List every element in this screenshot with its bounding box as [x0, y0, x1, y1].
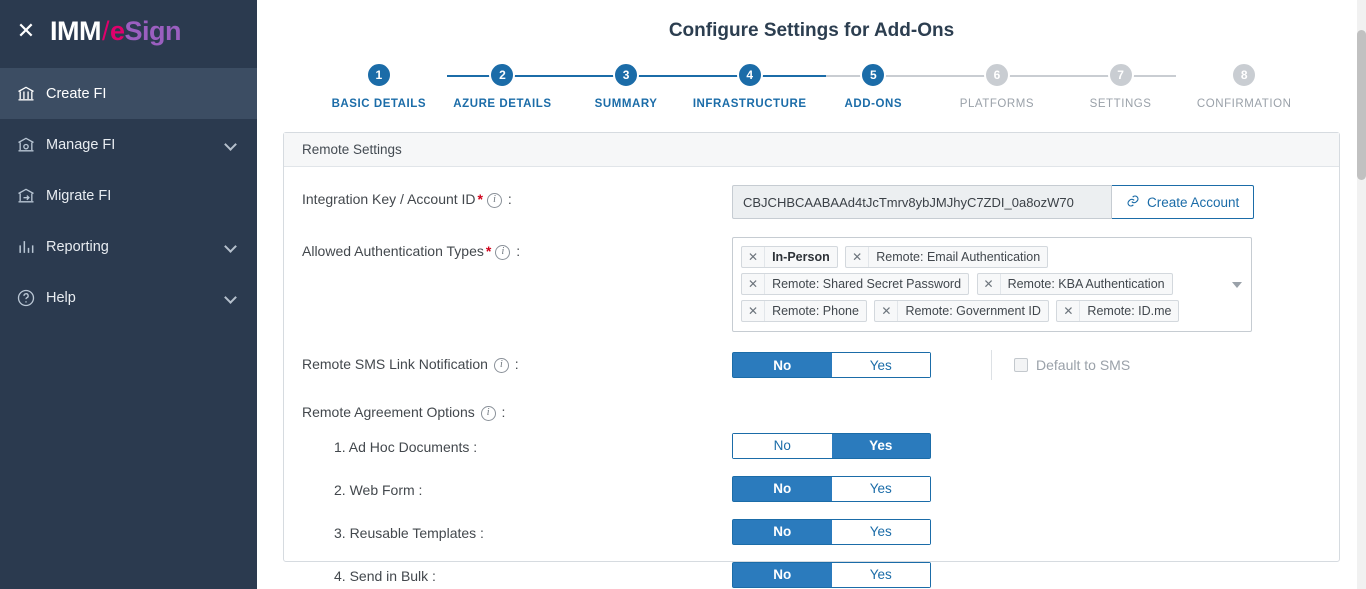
step-label: ADD-ONS — [844, 98, 903, 110]
tag-item[interactable] — [741, 273, 969, 295]
step-azure-details[interactable] — [441, 62, 565, 110]
sms-notification-controls — [732, 350, 1130, 380]
chevron-down-icon — [225, 240, 239, 254]
toggle-option-no[interactable]: No — [733, 520, 832, 544]
integration-key-field-group — [732, 185, 1254, 219]
toggle-option-no[interactable]: No — [733, 477, 832, 501]
link-icon — [1126, 194, 1140, 211]
sidebar-item-manage-fi[interactable] — [0, 119, 257, 170]
step-label: INFRASTRUCTURE — [692, 98, 807, 110]
web-form-toggle[interactable] — [732, 476, 931, 502]
tag-label: Remote: Government ID — [905, 304, 1041, 318]
step-label: CONFIRMATION — [1196, 98, 1292, 110]
help-icon — [16, 288, 46, 308]
tag-remove-icon[interactable]: ✕ — [875, 301, 898, 321]
step-circle: 8 — [1231, 62, 1257, 88]
tag-label: Remote: Phone — [772, 304, 859, 318]
step-label: PLATFORMS — [959, 98, 1035, 110]
step-basic-details[interactable] — [317, 62, 441, 110]
tag-remove-icon[interactable]: ✕ — [978, 274, 1001, 294]
agreement-option-label: 1. Ad Hoc Documents : — [334, 438, 478, 455]
integration-key-input[interactable] — [732, 185, 1112, 219]
tag-item[interactable] — [977, 273, 1173, 295]
chevron-down-icon[interactable] — [1232, 282, 1242, 288]
toggle-option-yes[interactable]: Yes — [832, 520, 931, 544]
reusable-templates-toggle[interactable] — [732, 519, 931, 545]
scrollbar-thumb[interactable] — [1357, 30, 1366, 180]
step-circle: 2 — [489, 62, 515, 88]
sidebar-header — [0, 0, 257, 62]
step-circle: 4 — [737, 62, 763, 88]
page-title: Configure Settings for Add-Ons — [668, 20, 955, 41]
sidebar-item-label: Create FI — [46, 85, 107, 102]
step-circle: 7 — [1108, 62, 1134, 88]
sidebar-item-reporting[interactable] — [0, 221, 257, 272]
sidebar — [0, 0, 257, 589]
sms-notification-label-text: Remote SMS Link Notification — [302, 356, 488, 372]
sidebar-item-help[interactable] — [0, 272, 257, 323]
sidebar-nav — [0, 68, 257, 323]
app-logo — [50, 16, 181, 47]
send-in-bulk-toggle[interactable] — [732, 562, 931, 588]
chevron-down-icon — [225, 291, 239, 305]
info-icon[interactable]: i — [487, 193, 502, 208]
close-icon[interactable]: ✕ — [16, 18, 36, 43]
step-label: AZURE DETAILS — [453, 98, 552, 110]
required-marker: * — [485, 243, 492, 259]
create-account-button[interactable] — [1112, 185, 1254, 219]
agreement-option-row — [302, 433, 1321, 459]
logo-text-e: e — [110, 15, 125, 46]
step-settings[interactable] — [1059, 62, 1183, 110]
sms-notification-row — [302, 350, 1321, 380]
sms-notification-label: Remote SMS Link Notification i : — [302, 356, 519, 372]
tag-item[interactable] — [1056, 300, 1179, 322]
chevron-down-icon — [225, 138, 239, 152]
migrate-icon — [16, 186, 46, 206]
agreement-option-row — [302, 519, 1321, 545]
tag-label: In-Person — [772, 250, 830, 264]
toggle-option-yes[interactable]: Yes — [832, 434, 931, 458]
panel-body — [284, 167, 1339, 588]
step-circle: 3 — [613, 62, 639, 88]
info-icon[interactable]: i — [495, 245, 510, 260]
toggle-option-yes[interactable]: Yes — [832, 477, 931, 501]
tag-label: Remote: KBA Authentication — [1007, 277, 1165, 291]
tag-label: Remote: Shared Secret Password — [772, 277, 962, 291]
tag-item[interactable] — [845, 246, 1048, 268]
tag-remove-icon[interactable]: ✕ — [742, 274, 765, 294]
step-infrastructure[interactable] — [688, 62, 812, 110]
tag-item[interactable] — [741, 300, 867, 322]
auth-types-multiselect[interactable] — [732, 237, 1252, 332]
sms-notification-toggle[interactable] — [732, 352, 931, 378]
page-scrollbar[interactable] — [1357, 0, 1366, 589]
create-account-label: Create Account — [1147, 194, 1240, 210]
step-circle: 5 — [860, 62, 886, 88]
logo-text-sign: Sign — [124, 15, 182, 46]
sidebar-item-label: Manage FI — [46, 136, 116, 153]
info-icon[interactable]: i — [481, 406, 496, 421]
tag-item[interactable] — [874, 300, 1049, 322]
remote-settings-panel — [283, 132, 1340, 584]
tag-remove-icon[interactable]: ✕ — [846, 247, 869, 267]
sidebar-item-migrate-fi[interactable] — [0, 170, 257, 221]
auth-types-row — [302, 237, 1321, 332]
logo-text-imm: IMM — [50, 15, 101, 46]
agreement-options-label-text: Remote Agreement Options — [302, 404, 475, 420]
step-platforms[interactable] — [935, 62, 1059, 110]
tag-remove-icon[interactable]: ✕ — [1057, 301, 1080, 321]
checkbox-icon[interactable] — [1014, 358, 1028, 372]
sidebar-item-create-fi[interactable] — [0, 68, 257, 119]
toggle-option-no[interactable]: No — [733, 434, 832, 458]
agreement-option-label: 3. Reusable Templates : — [334, 524, 484, 541]
agreement-options-heading-row — [302, 398, 1321, 421]
main-content — [257, 0, 1366, 589]
step-summary[interactable] — [564, 62, 688, 110]
integration-key-label-text: Integration Key / Account ID — [302, 191, 476, 207]
default-to-sms-label: Default to SMS — [1036, 357, 1131, 373]
tag-remove-icon[interactable]: ✕ — [742, 247, 765, 267]
integration-key-label: Integration Key / Account ID * i : — [302, 191, 512, 207]
step-confirmation[interactable] — [1182, 62, 1306, 110]
toggle-option-yes[interactable]: Yes — [832, 563, 931, 587]
agreement-option-label: 2. Web Form : — [334, 481, 423, 498]
step-label: SETTINGS — [1089, 98, 1152, 110]
tag-item[interactable] — [741, 246, 838, 268]
default-to-sms-checkbox-group[interactable] — [1014, 357, 1130, 373]
auth-types-label-text: Allowed Authentication Types — [302, 243, 484, 259]
toggle-option-no[interactable]: No — [733, 353, 832, 377]
agreement-options-label: Remote Agreement Options i : — [302, 404, 506, 420]
logo-slash: / — [101, 15, 109, 46]
ad-hoc-documents-toggle[interactable] — [732, 433, 931, 459]
required-marker: * — [477, 191, 483, 207]
tag-remove-icon[interactable]: ✕ — [742, 301, 765, 321]
info-icon[interactable]: i — [494, 358, 509, 373]
chart-icon — [16, 237, 46, 257]
toggle-option-no[interactable]: No — [733, 563, 832, 587]
step-add-ons[interactable] — [812, 62, 936, 110]
bank-icon — [16, 84, 46, 104]
agreement-option-label: 4. Send in Bulk : — [334, 567, 436, 584]
manage-icon — [16, 135, 46, 155]
sidebar-item-label: Migrate FI — [46, 187, 112, 204]
wizard-stepper — [317, 62, 1306, 110]
auth-types-label: Allowed Authentication Types * i : — [302, 243, 521, 259]
step-label: SUMMARY — [594, 98, 658, 110]
agreement-option-row — [302, 562, 1321, 588]
tag-label: Remote: Email Authentication — [876, 250, 1041, 264]
sidebar-item-label: Help — [46, 289, 76, 306]
sidebar-item-label: Reporting — [46, 238, 109, 255]
step-label: BASIC DETAILS — [331, 98, 427, 110]
integration-key-row — [302, 185, 1321, 219]
step-circle: 6 — [984, 62, 1010, 88]
agreement-option-row — [302, 476, 1321, 502]
tag-label: Remote: ID.me — [1087, 304, 1172, 318]
step-circle: 1 — [366, 62, 392, 88]
vertical-divider — [991, 350, 992, 380]
panel-title: Remote Settings — [284, 133, 1339, 167]
toggle-option-yes[interactable]: Yes — [832, 353, 931, 377]
